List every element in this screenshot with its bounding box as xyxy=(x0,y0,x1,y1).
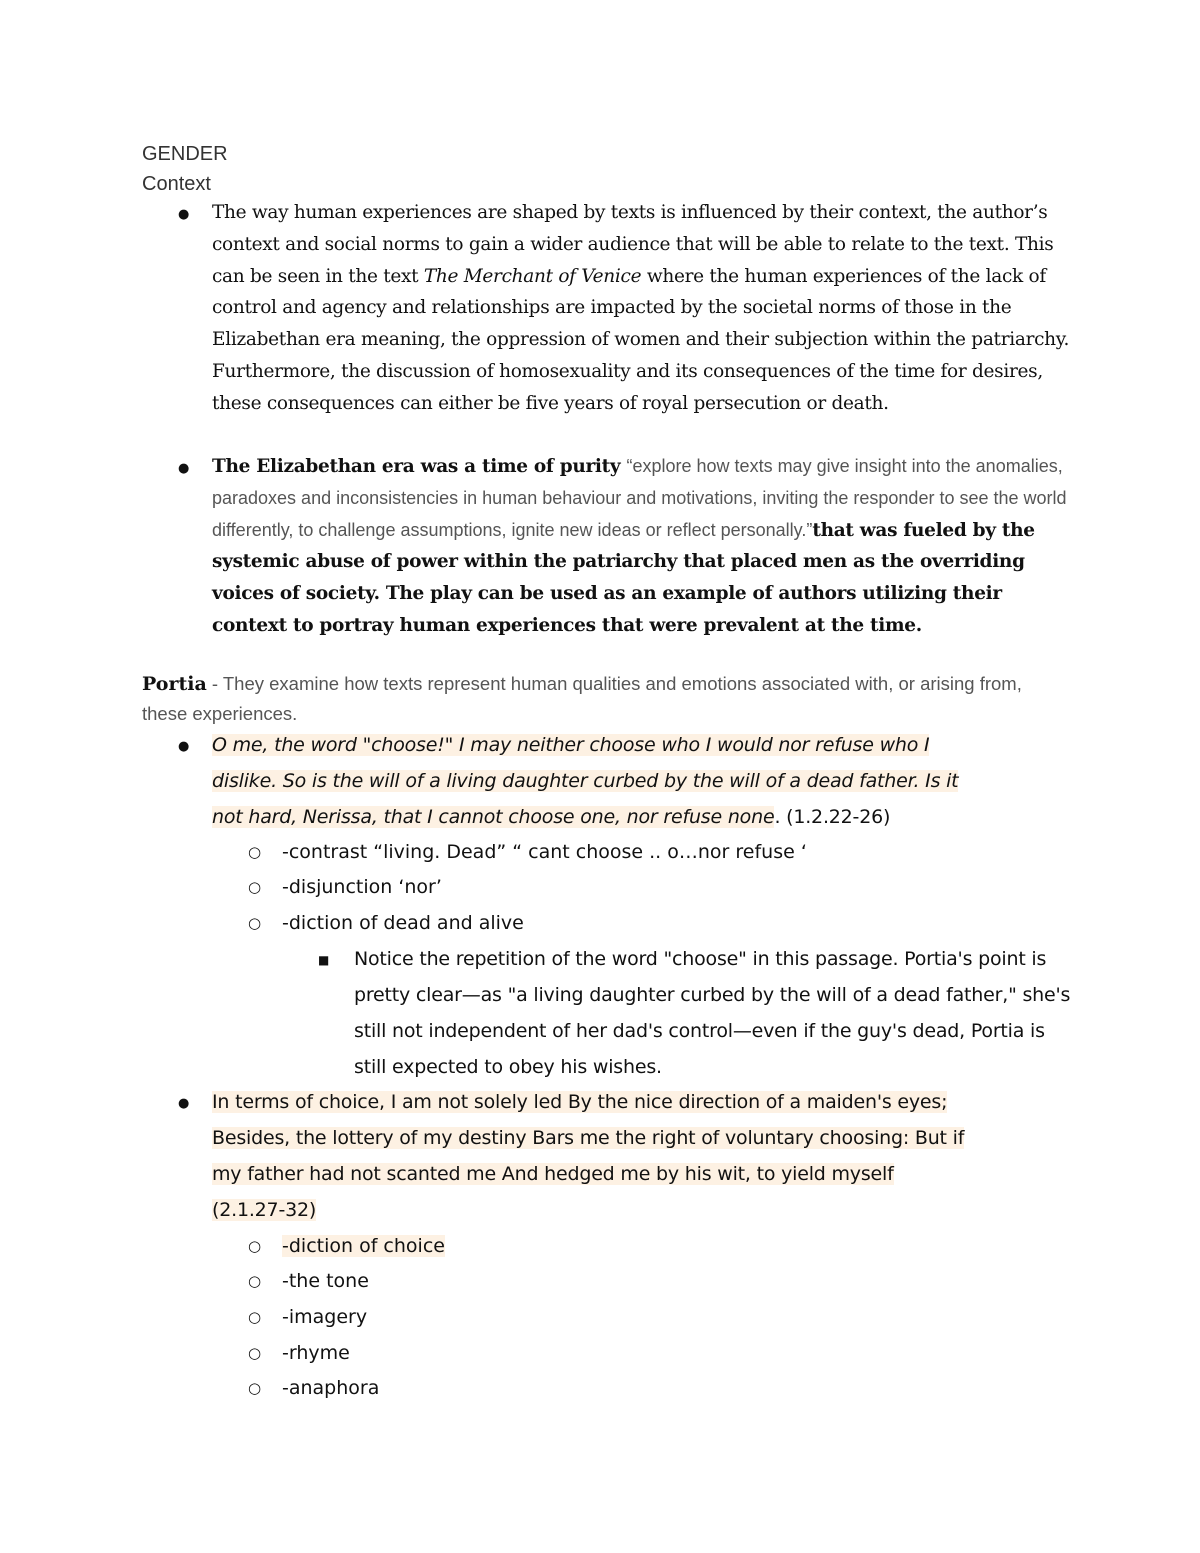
circle-bullet-icon: ○ xyxy=(248,1272,262,1290)
quote-2-point: -diction of choice xyxy=(282,1235,445,1257)
bullet-icon: ● xyxy=(178,1096,190,1111)
quote-1 xyxy=(212,727,1062,835)
portia-section xyxy=(142,670,1072,730)
quote-2-point: -rhyme xyxy=(282,1342,350,1364)
quote-1-point: -diction of dead and alive xyxy=(282,912,524,934)
syllabus-quote: “explore how texts may give insight into the anomalies, paradoxes and inconsistencies in human behaviour and motivations, inviting the responder to see the world differently, to challenge assumptions, ignite new ideas or reflect personally.” xyxy=(212,456,1067,540)
quote-1-note: Notice the repetition of the word "choose" in this passage. Portia's point is pretty clear—as "a living daughter curbed by the will of a dead father," she's still not independent of her dad's control—even if the guy's dead, Portia is still expected to obey his wishes. xyxy=(354,948,1071,1078)
circle-bullet-icon: ○ xyxy=(248,914,262,932)
circle-bullet-icon: ○ xyxy=(248,1344,262,1362)
square-bullet-icon: ■ xyxy=(318,953,330,967)
quote-1-line-1: O me, the word "choose!" I may neither choose who I would nor refuse who I xyxy=(212,734,930,756)
quote-2-reference: (2.1.27-32) xyxy=(212,1199,317,1221)
bullet-icon: ● xyxy=(178,461,190,476)
quote-2-line-2: Besides, the lottery of my destiny Bars me the right of voluntary choosing: But if xyxy=(212,1127,965,1149)
circle-bullet-icon: ○ xyxy=(248,1237,262,1255)
quote-2 xyxy=(212,1084,1062,1228)
quote-1-line-2: dislike. So is the will of a living daughter curbed by the will of a dead father. Is it xyxy=(212,770,959,792)
circle-bullet-icon: ○ xyxy=(248,843,262,861)
portia-label: Portia xyxy=(142,673,207,695)
context-paragraph-2 xyxy=(212,451,1072,642)
context-1-lead: The way human experiences are shaped by texts is influenced by their context, the author’s context and social norms to gain a wider audience that will be able to relate to the text. This can be seen in the text xyxy=(212,202,1054,287)
bullet-icon: ● xyxy=(178,739,190,754)
quote-1-point: -contrast “living. Dead” “ cant choose .. o…nor refuse ‘ xyxy=(282,841,807,863)
quote-1-line-3: not hard, Nerissa, that I cannot choose one, nor refuse none xyxy=(212,806,775,828)
portia-description: - They examine how texts represent human qualities and emotions associated with, or arising from, these experiences. xyxy=(142,673,1022,724)
quote-1-reference: . (1.2.22-26) xyxy=(774,806,891,828)
quote-1-point: -disjunction ‘nor’ xyxy=(282,876,442,898)
section-heading-context: Context xyxy=(142,173,211,195)
quote-2-point: -the tone xyxy=(282,1270,369,1292)
circle-bullet-icon: ○ xyxy=(248,1379,262,1397)
quote-2-point: -imagery xyxy=(282,1306,368,1328)
context-paragraph-1 xyxy=(212,197,1072,420)
circle-bullet-icon: ○ xyxy=(248,1308,262,1326)
bullet-icon: ● xyxy=(178,207,190,222)
document-heading: GENDER xyxy=(142,143,228,165)
circle-bullet-icon: ○ xyxy=(248,878,262,896)
context-2-tail: that was fueled by the systemic abuse of power within the patriarchy that placed men as the overriding voices of society. The play can be used as an example of authors utilizing their context to portray human experiences that were prevalent at the time. xyxy=(212,519,1035,636)
context-1-tail: where the human experiences of the lack of control and agency and relationships are impacted by the societal norms of those in the Elizabethan era meaning, the oppression of women and their subjection within the patriarchy. Furthermore, the discussion of homosexuality and its consequences of the time for desires, these consequences can either be five years of royal persecution or death. xyxy=(212,265,1070,414)
quote-2-line-1: In terms of choice, I am not solely led By the nice direction of a maiden's eyes; xyxy=(212,1091,948,1113)
play-title: The Merchant of Venice xyxy=(423,265,642,287)
context-2-lead: The Elizabethan era was a time of purity xyxy=(212,456,627,477)
quote-2-line-3: my father had not scanted me And hedged me by his wit, to yield myself xyxy=(212,1163,894,1185)
quote-2-point: -anaphora xyxy=(282,1377,380,1399)
